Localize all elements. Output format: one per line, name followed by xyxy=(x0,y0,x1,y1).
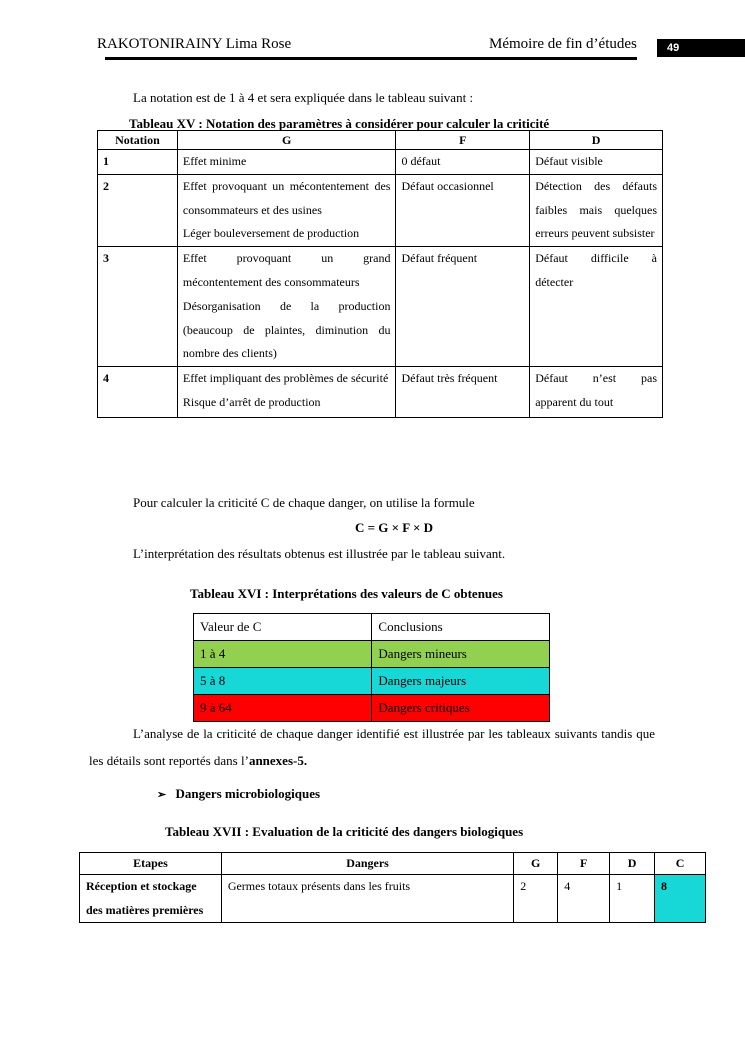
arrow-bullet-icon: ➢ xyxy=(157,789,167,801)
section-heading-text: Dangers microbiologiques xyxy=(175,786,321,801)
value-cell: 5 à 8 xyxy=(194,668,372,695)
g-line: Risque d’arrêt de production xyxy=(182,394,321,409)
table17-header-d: D xyxy=(610,853,655,875)
header-document-title: Mémoire de fin d’études xyxy=(489,36,637,52)
table16-caption: Tableau XVI : Interprétations des valeurs de C obtenues xyxy=(190,586,503,601)
table-row xyxy=(194,668,550,695)
table-row xyxy=(80,875,706,923)
notation-cell: 1 xyxy=(98,150,178,175)
table-row xyxy=(98,367,663,418)
conclusion-cell: Dangers mineurs xyxy=(372,641,550,668)
table15-header-row xyxy=(98,131,663,150)
g-value-cell: 2 xyxy=(514,875,558,923)
table17-header-row xyxy=(80,853,706,875)
d-cell: Défaut visible xyxy=(530,150,663,175)
table-row xyxy=(194,695,550,722)
g-cell xyxy=(177,367,396,418)
g-line: Léger bouleversement de production xyxy=(182,226,360,241)
table15-header-g: G xyxy=(177,131,396,150)
table16-header-conclusion: Conclusions xyxy=(372,614,550,641)
analysis-text: L’analyse de la criticité de chaque danger identifié est illustrée par les tableaux suivants tandis que les détails sont reportés dans l’ xyxy=(89,726,655,768)
g-line: Effet provoquant un grand mécontentement des consommateurs xyxy=(182,251,391,289)
table-row xyxy=(98,150,663,175)
header-rule xyxy=(105,57,637,60)
notation-cell: 3 xyxy=(98,247,178,367)
d-cell: Défaut n’est pas apparent du tout xyxy=(530,367,663,418)
table16 xyxy=(193,613,550,722)
table-row xyxy=(98,247,663,367)
analysis-paragraph xyxy=(89,720,655,774)
intro-paragraph: La notation est de 1 à 4 et sera expliquée dans le tableau suivant : xyxy=(133,90,474,105)
g-cell xyxy=(177,174,396,246)
g-line: Désorganisation de la production (beaucoup de plaintes, diminution du nombre des clients) xyxy=(182,298,391,361)
g-line: Effet impliquant des problèmes de sécurité xyxy=(182,371,389,386)
danger-cell: Germes totaux présents dans les fruits xyxy=(221,875,513,923)
table17-header-c: C xyxy=(655,853,706,875)
table16-header-row xyxy=(194,614,550,641)
annex-reference: annexes-5. xyxy=(248,753,308,768)
value-cell: 1 à 4 xyxy=(194,641,372,668)
table15-header-notation: Notation xyxy=(98,131,178,150)
table15-header-d: D xyxy=(530,131,663,150)
table17-header-dangers: Dangers xyxy=(221,853,513,875)
d-cell: Défaut difficile à détecter xyxy=(530,247,663,367)
table17-header-g: G xyxy=(514,853,558,875)
table-row xyxy=(194,641,550,668)
g-cell xyxy=(177,247,396,367)
table17-header-etapes: Etapes xyxy=(80,853,222,875)
notation-cell: 4 xyxy=(98,367,178,418)
f-cell: Défaut fréquent xyxy=(396,247,530,367)
g-cell xyxy=(177,150,396,175)
conclusion-cell: Dangers majeurs xyxy=(372,668,550,695)
g-line: Effet provoquant un mécontentement des consommateurs et des usines xyxy=(182,178,391,217)
table17-caption: Tableau XVII : Evaluation de la criticité des dangers biologiques xyxy=(165,824,524,839)
d-cell: Détection des défauts faibles mais quelques erreurs peuvent subsister xyxy=(530,174,663,246)
notation-cell: 2 xyxy=(98,174,178,246)
page-number: 49 xyxy=(657,39,745,57)
d-value-cell: 1 xyxy=(610,875,655,923)
etape-cell: Réception et stockage des matières premières xyxy=(80,875,222,923)
table16-header-value: Valeur de C xyxy=(194,614,372,641)
value-cell: 9 à 64 xyxy=(194,695,372,722)
table15-header-f: F xyxy=(396,131,530,150)
criticity-formula xyxy=(0,519,745,537)
f-cell: Défaut occasionnel xyxy=(396,174,530,246)
table15-caption: Tableau XV : Notation des paramètres à considérer pour calculer la criticité xyxy=(129,116,550,131)
formula-intro: Pour calculer la criticité C de chaque danger, on utilise la formule xyxy=(133,495,475,510)
header-author: RAKOTONIRAINY Lima Rose xyxy=(97,36,292,52)
table-row xyxy=(98,174,663,246)
section-heading xyxy=(157,785,320,804)
table17 xyxy=(79,852,706,923)
f-cell: 0 défaut xyxy=(396,150,530,175)
table15 xyxy=(97,130,663,418)
formula-text: C = G × F × D xyxy=(354,520,434,535)
c-value-cell: 8 xyxy=(655,875,706,923)
f-value-cell: 4 xyxy=(558,875,610,923)
f-cell: Défaut très fréquent xyxy=(396,367,530,418)
conclusion-cell: Dangers critiques xyxy=(372,695,550,722)
interpretation-intro: L’interprétation des résultats obtenus est illustrée par le tableau suivant. xyxy=(133,546,506,561)
g-line: Effet minime xyxy=(182,154,247,168)
table17-header-f: F xyxy=(558,853,610,875)
